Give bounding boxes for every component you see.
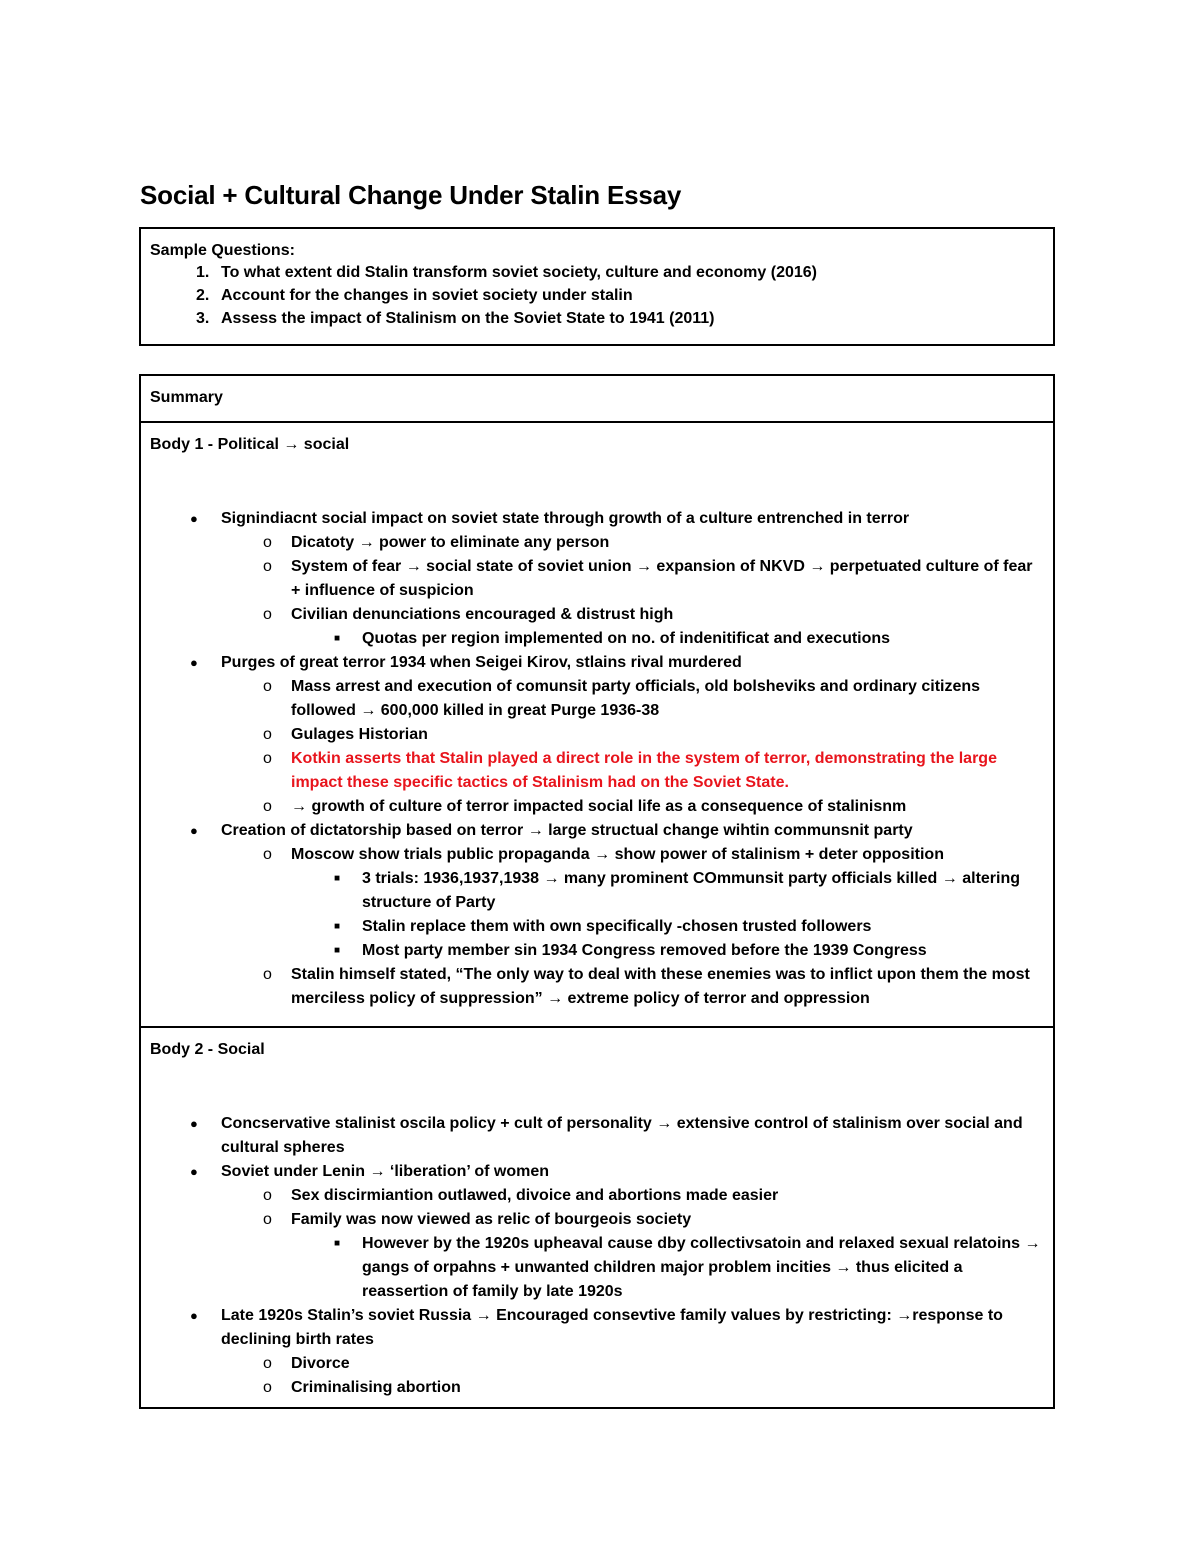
sample-questions-heading: Sample Questions:	[150, 242, 295, 259]
bullet-circle-icon: o	[263, 750, 272, 767]
sample-question-text: Assess the impact of Stalinism on the Soviet State to 1941 (2011)	[221, 310, 715, 327]
sample-question-text: To what extent did Stalin transform soviet society, culture and economy (2016)	[221, 264, 817, 281]
list-item	[150, 531, 1044, 555]
list-item-text: Creation of dictatorship based on terror → large structual change wihtin communsnit party	[221, 822, 913, 839]
list-item-text: Signindiacnt social impact on soviet state through growth of a culture entrenched in terror	[221, 510, 910, 527]
list-item-text: Divorce	[291, 1355, 350, 1372]
sample-question-text: Account for the changes in soviet society under stalin	[221, 287, 633, 304]
list-item-text: Soviet under Lenin → ‘liberation’ of women	[221, 1163, 550, 1180]
list-item	[150, 555, 1044, 603]
bullet-circle-icon: o	[263, 1211, 272, 1228]
bullet-circle-icon: o	[263, 726, 272, 743]
body-2-section	[141, 1028, 1053, 1409]
list-item-text: Gulages Historian	[291, 726, 428, 743]
bullet-square-icon: ■	[334, 921, 341, 932]
list-item	[150, 675, 1044, 723]
list-item-text: Civilian denunciations encouraged & distrust high	[291, 606, 674, 623]
list-item-text: → growth of culture of terror impacted social life as a consequence of stalinisnm	[291, 798, 907, 815]
list-item-text: Purges of great terror 1934 when Seigei Kirov, stlains rival murdered	[221, 654, 742, 671]
bullet-square-icon: ■	[334, 945, 341, 956]
list-item-text: Stalin himself stated, “The only way to deal with these enemies was to inflict upon them the most merciless policy of suppression” → extreme policy of terror and oppression	[291, 966, 1030, 1007]
list-item	[150, 1112, 1044, 1160]
spacer	[150, 1060, 1044, 1112]
bullet-dot-icon: ●	[190, 655, 198, 670]
bullet-circle-icon: o	[263, 534, 272, 551]
list-item	[150, 1232, 1044, 1304]
list-item	[150, 1376, 1044, 1400]
body-1-list	[150, 507, 1044, 1011]
list-item	[150, 915, 1044, 939]
bullet-circle-icon: o	[263, 678, 272, 695]
bullet-circle-icon: o	[263, 1187, 272, 1204]
bullet-circle-icon: o	[263, 606, 272, 623]
list-item-text: Stalin replace them with own specifically -chosen trusted followers	[362, 918, 872, 935]
list-item-text: Quotas per region implemented on no. of indenitificat and executions	[362, 630, 891, 647]
list-item	[150, 939, 1044, 963]
bullet-circle-icon: o	[263, 846, 272, 863]
body-2-heading: Body 2 - Social	[150, 1041, 265, 1058]
list-item-text: Dicatoty → power to eliminate any person	[291, 534, 610, 551]
list-item-text: 3 trials: 1936,1937,1938 → many prominent COmmunsit party officials killed → altering structure of Party	[362, 870, 1021, 911]
bullet-circle-icon: o	[263, 558, 272, 575]
list-item	[150, 819, 1044, 843]
list-item	[150, 723, 1044, 747]
bullet-dot-icon: ●	[190, 823, 198, 838]
list-item	[150, 1304, 1044, 1352]
list-item	[150, 603, 1044, 627]
list-item-text: Concservative stalinist oscila policy + cult of personality → extensive control of stalinism over social and cultural spheres	[221, 1115, 1023, 1156]
bullet-circle-icon: o	[263, 1379, 272, 1396]
sample-question	[150, 307, 1044, 330]
list-item-text: Late 1920s Stalin’s soviet Russia → Encouraged consevtive family values by restricting: →response to declining birth rates	[221, 1307, 1003, 1348]
bullet-circle-icon: o	[263, 798, 272, 815]
list-item	[150, 1184, 1044, 1208]
body-1-heading: Body 1 - Political → social	[150, 436, 350, 453]
essay-plan-table	[139, 374, 1055, 1409]
list-item	[150, 507, 1044, 531]
list-item-text: Moscow show trials public propaganda → show power of stalinism + deter opposition	[291, 846, 944, 863]
list-item	[150, 963, 1044, 1011]
bullet-square-icon: ■	[334, 1238, 341, 1249]
list-item-text: However by the 1920s upheaval cause dby collectivsatoin and relaxed sexual relatoins → gangs of orpahns + unwanted children major problem incities → thus elicited a reassertion of family by late 1920s	[362, 1235, 1041, 1300]
list-item-text: Criminalising abortion	[291, 1379, 461, 1396]
bullet-circle-icon: o	[263, 966, 272, 983]
list-number: 2.	[196, 287, 210, 304]
spacer	[150, 455, 1044, 507]
list-item-text: System of fear → social state of soviet union → expansion of NKVD → perpetuated culture of fear + influence of suspicion	[291, 558, 1033, 599]
list-item	[150, 1208, 1044, 1232]
bullet-dot-icon: ●	[190, 1308, 198, 1323]
sample-question	[150, 284, 1044, 307]
sample-questions-box	[139, 227, 1055, 346]
body-1-section	[141, 423, 1053, 1028]
list-item	[150, 651, 1044, 675]
list-item	[150, 1352, 1044, 1376]
list-number: 3.	[196, 310, 210, 327]
list-item	[150, 795, 1044, 819]
list-item	[150, 627, 1044, 651]
list-item-text: Family was now viewed as relic of bourgeois society	[291, 1211, 692, 1228]
list-item-text: Kotkin asserts that Stalin played a direct role in the system of terror, demonstrating the large impact these specific tactics of Stalinism had on the Soviet State.	[291, 750, 997, 791]
bullet-square-icon: ■	[334, 633, 341, 644]
summary-heading: Summary	[150, 389, 223, 406]
body-2-list	[150, 1112, 1044, 1400]
list-item	[150, 843, 1044, 867]
list-item-text: Mass arrest and execution of comunsit party officials, old bolsheviks and ordinary citizens followed → 600,000 killed in great Purge 1936-38	[291, 678, 981, 719]
list-number: 1.	[196, 264, 210, 281]
sample-question	[150, 261, 1044, 284]
bullet-dot-icon: ●	[190, 1164, 198, 1179]
bullet-circle-icon: o	[263, 1355, 272, 1372]
list-item-text: Sex discirmiantion outlawed, divoice and abortions made easier	[291, 1187, 779, 1204]
list-item	[150, 747, 1044, 795]
summary-section	[141, 376, 1053, 423]
page-title: Social + Cultural Change Under Stalin Essay	[140, 180, 682, 210]
list-item	[150, 1160, 1044, 1184]
bullet-dot-icon: ●	[190, 511, 198, 526]
list-item	[150, 867, 1044, 915]
bullet-dot-icon: ●	[190, 1116, 198, 1131]
list-item-text: Most party member sin 1934 Congress removed before the 1939 Congress	[362, 942, 927, 959]
sample-questions-list	[150, 261, 1044, 330]
bullet-square-icon: ■	[334, 873, 341, 884]
